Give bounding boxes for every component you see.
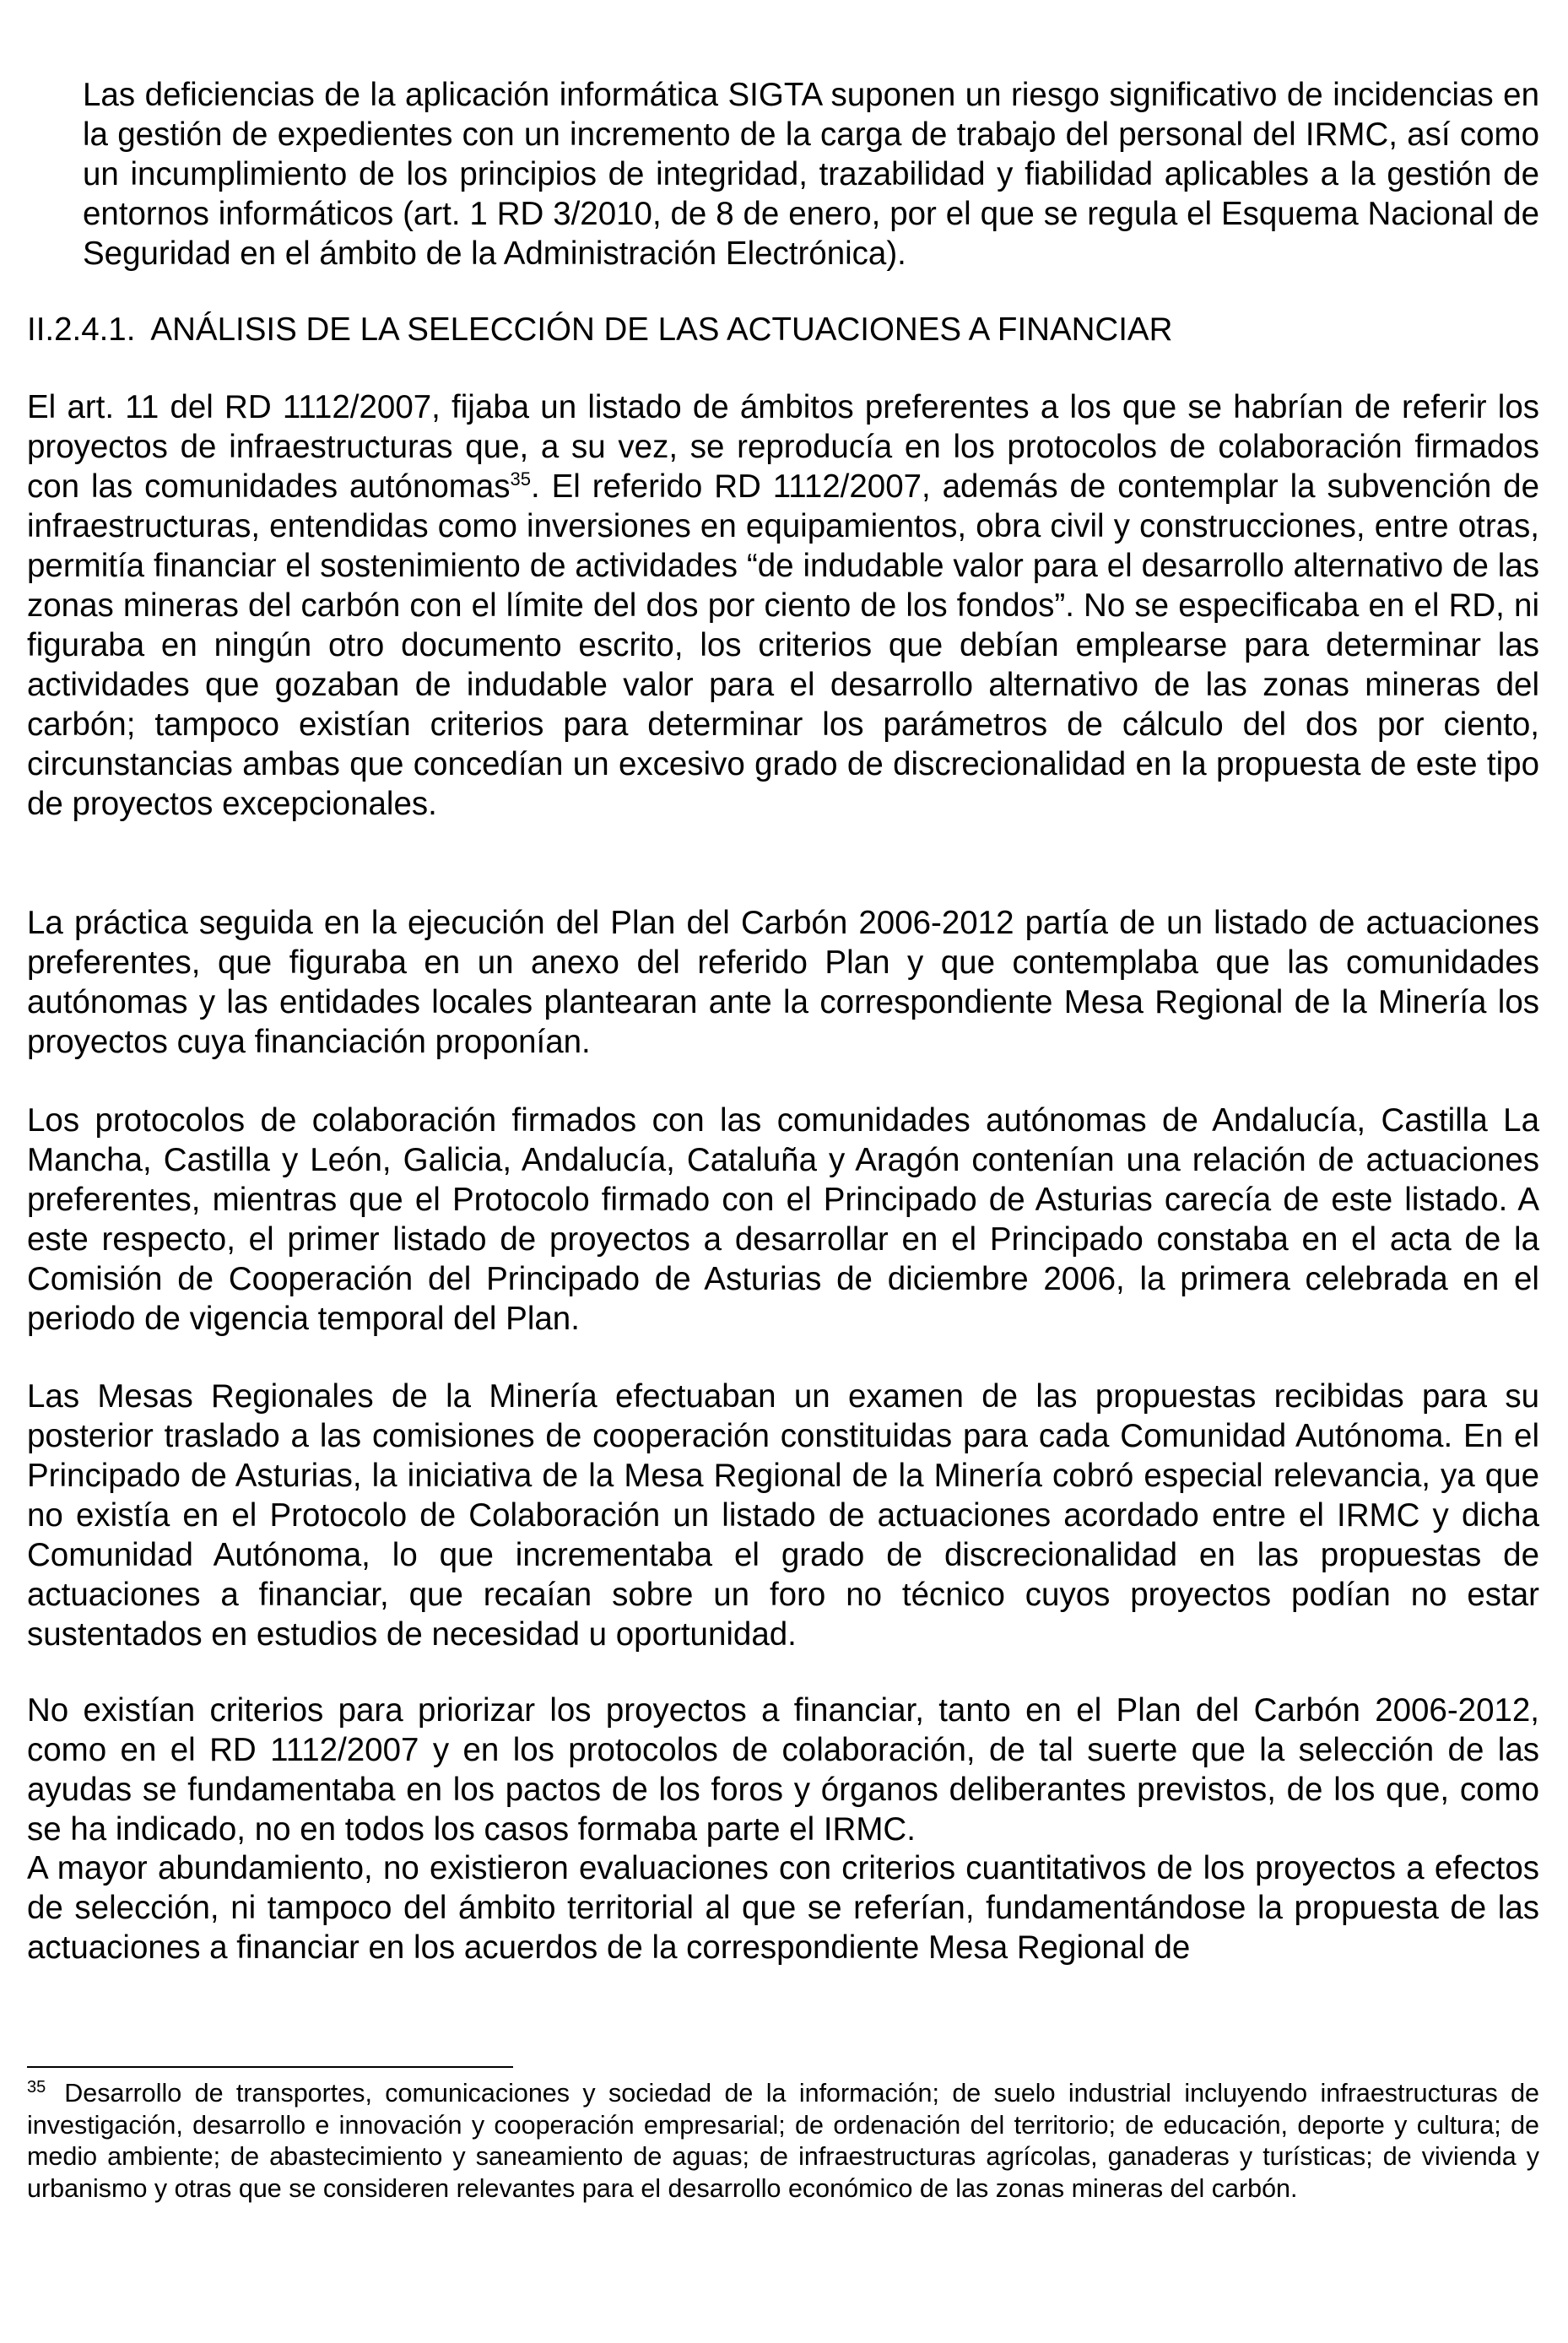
section-title: ANÁLISIS DE LA SELECCIÓN DE LAS ACTUACIONES A FINANCIAR (150, 311, 1173, 348)
paragraph-mesas-regionales: Las Mesas Regionales de la Minería efectuaban un examen de las propuestas recibidas para su posterior traslado a las comisiones de cooperación constituidas para cada Comunidad Autónoma. En el Principado de Asturias, la iniciativa de la Mesa Regional de la Minería cobró especial relevancia, ya que no existía en el Protocolo de Colaboración un listado de actuaciones acordado entre el IRMC y dicha Comunidad Autónoma, lo que incrementaba el grado de discrecionalidad en las propuestas de actuaciones a financiar, que recaían sobre un foro no técnico cuyos proyectos podían no estar sustentados en estudios de necesidad u oportunidad. (27, 1378, 1539, 1653)
section-heading (27, 310, 1539, 349)
paragraph-text-end: . El referido RD 1112/2007, además de contemplar la subvención de infraestructuras, entendidas como inversiones en equipamientos, obra civil y construcciones, entre otras, permitía financiar el sostenimiento de actividades “de indudable valor para el desarrollo alternativo de las zonas mineras del carbón con el límite del dos por ciento de los fondos”. No se especificaba en el RD, ni figuraba en ningún otro documento escrito, los criterios que debían emplearse para determinar las actividades que gozaban de indudable valor para el desarrollo alternativo de las zonas mineras del carbón; tampoco existían criterios para determinar los parámetros de cálculo del dos por ciento, circunstancias ambas que concedían un excesivo grado de discrecionalidad en la propuesta de este tipo de proyectos excepcionales. (27, 468, 1539, 822)
paragraph-ambitos-preferentes (27, 387, 1539, 824)
paragraph-criterios: No existían criterios para priorizar los proyectos a financiar, tanto en el Plan del Carbón 2006-2012, como en el RD 1112/2007 y en los protocolos de colaboración, de tal suerte que la selección de las ayudas se fundamentaba en los pactos de los foros y órganos deliberantes previstos, de los que, como se ha indicado, no en todos los casos formaba parte el IRMC. (27, 1692, 1539, 1848)
footnote-divider (27, 2066, 513, 2068)
intro-paragraph: Las deficiencias de la aplicación informática SIGTA suponen un riesgo significativo de incidencias en la gestión de expedientes con un incremento de la carga de trabajo del personal del IRMC, así como un incumplimiento de los principios de integridad, trazabilidad y fiabilidad aplicables a la gestión de entornos informáticos (art. 1 RD 3/2010, de 8 de enero, por el que se regula el Esquema Nacional de Seguridad en el ámbito de la Administración Electrónica). (83, 77, 1539, 272)
paragraph-evaluaciones: A mayor abundamiento, no existieron evaluaciones con criterios cuantitativos de los proyectos a efectos de selección, ni tampoco del ámbito territorial al que se referían, fundamentándose la propuesta de las actuaciones a financiar en los acuerdos de la correspondiente Mesa Regional de (27, 1850, 1539, 1966)
section-number: II.2.4.1. (27, 311, 136, 348)
paragraph-text-start: El art. 11 del RD 1112/2007, fijaba un listado de ámbitos preferentes a los que se habrían de referir los proyectos de infraestructuras que, a su vez, se reproducía en los protocolos de colaboración firmados con las comunidades autónomas (27, 389, 1539, 505)
paragraph-practica-seguida: La práctica seguida en la ejecución del Plan del Carbón 2006-2012 partía de un listado de actuaciones preferentes, que figuraba en un anexo del referido Plan y que contemplaba que las comunidades autónomas y las entidades locales plantearan ante la correspondiente Mesa Regional de la Minería los proyectos cuya financiación proponían. (27, 905, 1539, 1060)
paragraph-protocolos: Los protocolos de colaboración firmados con las comunidades autónomas de Andalucía, Castilla La Mancha, Castilla y León, Galicia, Andalucía, Cataluña y Aragón contenían una relación de actuaciones preferentes, mientras que el Protocolo firmado con el Principado de Asturias carecía de este listado. A este respecto, el primer listado de proyectos a desarrollar en el Principado constaba en el acta de la Comisión de Cooperación del Principado de Asturias de diciembre 2006, la primera celebrada en el periodo de vigencia temporal del Plan. (27, 1102, 1539, 1337)
footnote-reference[interactable]: 35 (510, 468, 532, 490)
footnote-mark: 35 (27, 2077, 46, 2097)
footnote (27, 2078, 1539, 2205)
footnote-text: Desarrollo de transportes, comunicaciones y sociedad de la información; de suelo industrial incluyendo infraestructuras de investigación, desarrollo e innovación y cooperación empresarial; de ordenación del territorio; de educación, deporte y cultura; de medio ambiente; de abastecimiento y saneamiento de aguas; de infraestructuras agrícolas, ganaderas y turísticas; de vivienda y urbanismo y otras que se consideren relevantes para el desarrollo económico de las zonas mineras del carbón. (27, 2079, 1539, 2203)
